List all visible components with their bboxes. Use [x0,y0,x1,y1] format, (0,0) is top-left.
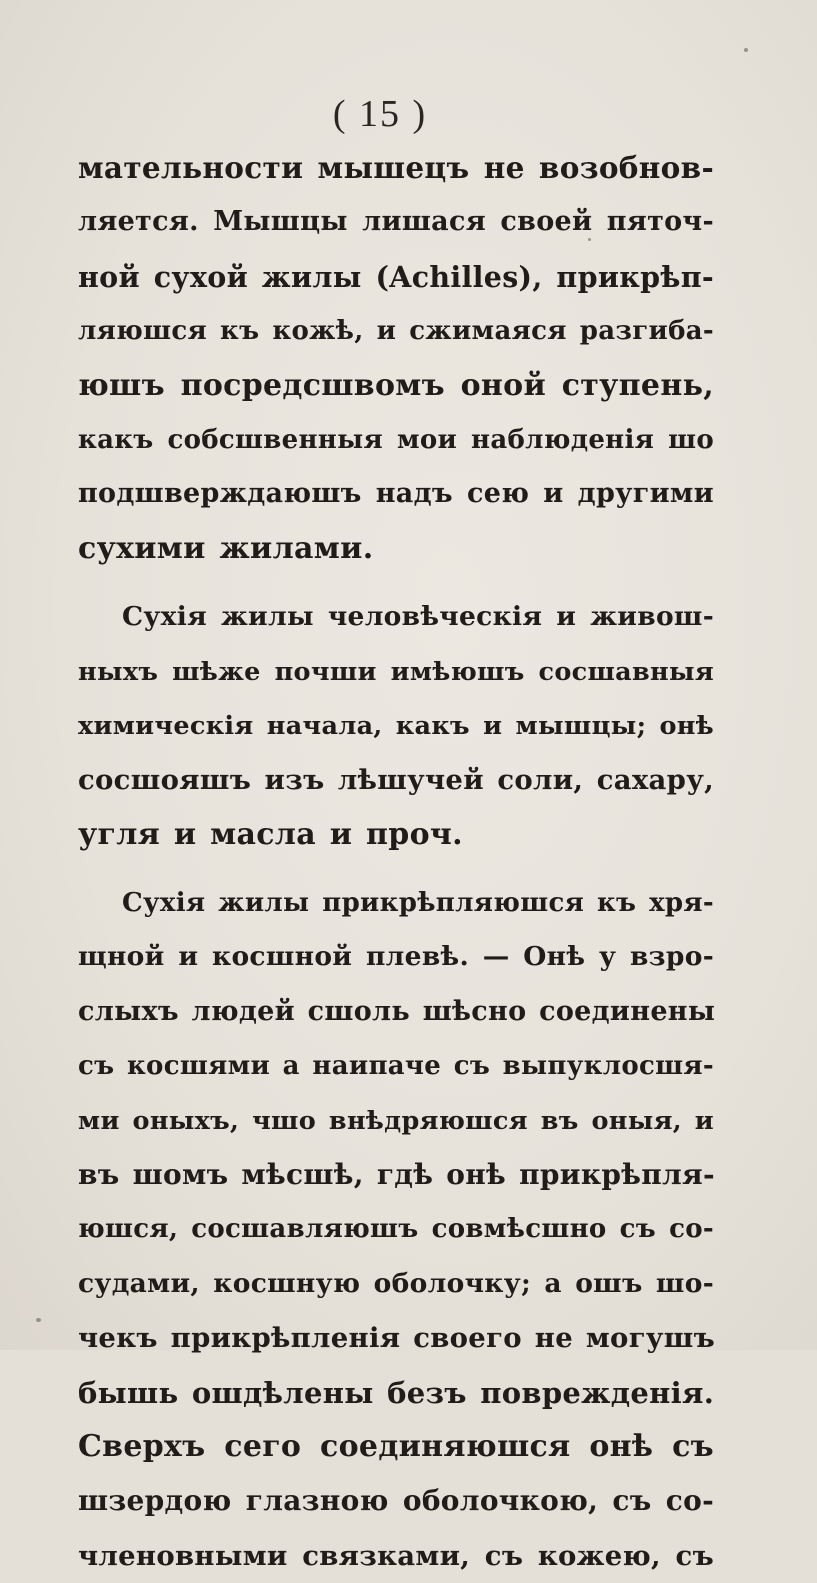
text-line: сухими жилами. [78,530,374,566]
text-line: юшъ посредсшвомъ оной ступень, [78,367,714,403]
text-line: подшверждаюшъ надъ сею и другими [78,478,714,510]
text-line: какъ собсшвенныя мои наблюденія шо [78,424,714,455]
text-line: Сверхъ сего соединяюшся онѣ съ [78,1428,714,1464]
text-line: щной и косшной плевѣ. — Онѣ у взро- [78,941,714,973]
paper-speck [36,1318,41,1322]
text-line: угля и масла и проч. [78,816,463,852]
paragraph-3 [78,876,714,1583]
text-line: ми оныхъ, чшо внѣдряюшся въ оныя, и [78,1105,714,1136]
text-line: химическія начала, какъ и мышцы; онѣ [78,710,714,741]
text-line: судами, косшную оболочку; а ошъ шо- [78,1267,714,1299]
paper-speck [588,238,591,241]
text-line: шзердою глазною оболочкою, съ со- [78,1484,714,1518]
text-line: бышь ошдѣлены безъ поврежденія. [78,1375,715,1410]
text-line: юшся, сосшавляюшъ совмѣсшно съ со- [78,1214,714,1245]
body-text [78,141,714,1583]
text-line: сосшояшъ изъ лѣшучей соли, сахару, [78,764,714,797]
text-line: ляется. Мышцы лишася своей пяточ- [78,206,714,238]
text-line: члeновными связками, съ кожею, съ [78,1539,714,1572]
page-number: ( 15 ) [332,93,428,135]
text-line: въ шомъ мѣсшѣ, гдѣ онѣ прикрѣпля- [78,1158,715,1192]
paragraph-2 [78,590,714,862]
text-line: Сухія жилы прикрѣпляюшся къ хря- [122,888,714,919]
text-line: съ косшями а наипаче съ выпуклосшя- [78,1051,714,1082]
text-line: ляюшся къ кожѣ, и сжимаяся разгиба- [78,316,714,347]
text-line: мательности мышецъ не возобнов- [78,150,714,185]
text-line: чекъ прикрѣпленія своего не могушъ [78,1322,716,1355]
text-line: ныхъ шѣже почши имѣюшъ сосшавныя [78,656,714,687]
paragraph-1 [78,141,714,576]
text-line: слыхъ людей сшоль шѣсно соединены [78,995,716,1027]
paper-speck [744,48,748,52]
text-line: Сухія жилы человѣческія и живош- [122,601,714,633]
text-line: ной сухой жилы (Achilles), прикрѣп- [78,259,714,294]
